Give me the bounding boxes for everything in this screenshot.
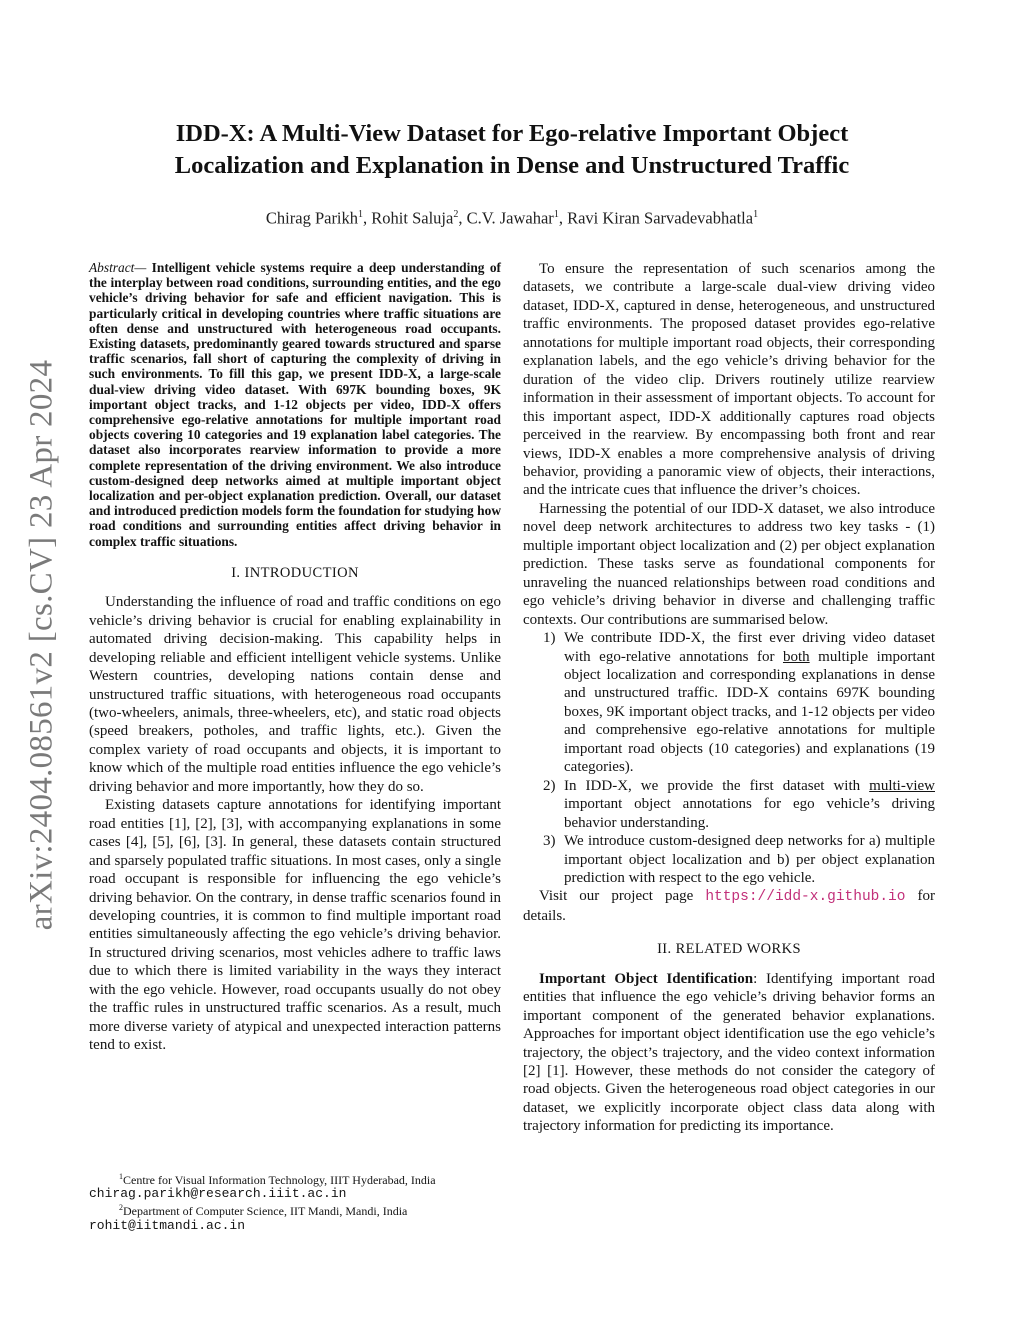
author-name: Rohit Saluja: [371, 208, 454, 228]
author-affiliation: 1: [553, 209, 559, 220]
body-paragraph: To ensure the representation of such scenarios among the datasets, we contribute a large-scale dual-view driving video dataset, IDD-X, captured in dense, heterogeneous, and unstructured traffic environments. The proposed dataset provides ego-relative annotations for multiple important road objects, their corresponding explanation labels, and the ego vehicle’s driving behavior for the duration of the video clip. Drivers routinely utilize rearview information in their assessment of important objects. To account for this important aspect, IDD-X additionally captures road objects perceived in the rearview. By encompassing both front and rear views, IDD-X enables a more comprehensive analysis of driving behavior, providing a panoramic view of objects, their interactions, and the intricate cues that influence the driver’s choices.: [523, 261, 935, 499]
author-affiliation: 1: [753, 209, 759, 220]
section-heading-related-works: II. RELATED WORKS: [657, 941, 801, 958]
subsection-title: Important Object Identification: [539, 970, 754, 987]
footnote-email-2: rohit@iitmandi.ac.in: [89, 1217, 246, 1233]
right-column: [523, 260, 935, 1136]
footnote-email-1: chirag.parikh@research.iiit.ac.in: [89, 1186, 347, 1202]
paper-title: [90, 118, 934, 182]
abstract: Abstract— Intelligent vehicle systems require a deep understanding of the interplay between road conditions, surrounding entities, and the ego vehicle’s driving behavior for safe and efficient navigation. This is particularly critical in developing countries where traffic situations are often dense and unstructured with heterogeneous road occupants. Existing datasets, predominantly geared towards structured and sparse traffic scenarios, fall short of capturing the complexity of driving in such environments. To fill this gap, we present IDD-X, a large-scale dual-view driving video dataset. With 697K bounding boxes, 9K important object tracks, and 1-12 objects per video, IDD-X offers comprehensive ego-relative annotations for multiple important road objects covering 10 categories and 19 explanation label categories. The dataset also incorporates rearview information to provide a more complete representation of the driving environment. We also introduce custom-designed deep networks aimed at multiple important object localization and per-object explanation prediction. Overall, our dataset and introduced prediction models form the foundation for studying how road conditions and surrounding entities affect driving behavior in complex traffic situations.: [89, 260, 501, 549]
intro-paragraph: Existing datasets capture annotations for identifying important road entities [1], [2], [3], with accompanying explanations in some cases [4], [5], [6], [3]. In general, these datasets contain structured and sparsely populated traffic situations. In most cases, only a single road occupant is responsible for influencing the ego vehicle’s driving behavior. On the contrary, in dense traffic scenarios found in developing countries, it is common to find multiple important road entities simultaneously affecting the ego vehicle’s driving behavior. In structured driving scenarios, most vehicles adhere to traffic laws due to which there is limited variability in the ways they interact with the ego vehicle. However, road occupants usually do not obey the traffic rules in unstructured traffic scenarios. As a result, much more diverse variety of atypical and unexpected interaction patterns tend to exist.: [89, 797, 501, 1054]
left-column: [89, 260, 501, 1055]
arxiv-side-stamp: [22, 350, 62, 940]
arxiv-identifier: arXiv:2404.08561v2 [cs.CV] 23 Apr 2024: [23, 359, 60, 931]
abstract-label: Abstract: [89, 260, 135, 275]
intro-paragraph: Understanding the influence of road and traffic conditions on ego vehicle’s driving behavior is crucial for enabling explainability in automated driving decision-making. This capability helps in developing reliable and efficient intelligent vehicle systems. Unlike Western countries, developing nations contain dense and unstructured traffic situations, with heterogeneous road occupants (two-wheelers, animals, three-wheelers, etc), and static road objects (speed breakers, potholes, and traffic lights, etc.). Given the complex variety of road occupants and objects, it is important to know which of the multiple road entities influence the ego vehicle’s driving behavior and more importantly, how they do so.: [89, 594, 501, 795]
title-line-1: IDD-X: A Multi-View Dataset for Ego-relative Important Object: [175, 120, 849, 147]
contributions-list: [523, 629, 935, 887]
author-name: Ravi Kiran Sarvadevabhatla: [567, 208, 754, 228]
body-paragraph: Harnessing the potential of our IDD-X dataset, we also introduce novel deep network architectures to address two key tasks - (1) multiple important object localization and (2) per object explanation prediction. These tasks serve as foundational components for unraveling the nuanced relationships between road conditions and ego vehicle’s driving behavior in diverse and challenging traffic contexts. Our contributions are summarised below.: [523, 500, 935, 628]
footnote-affiliation-2: $^2$Department of Computer Science, IIT Mandi, Mandi, India: [119, 1203, 408, 1219]
author-affiliation: 1: [358, 209, 364, 220]
project-page-link[interactable]: https://idd-x.github.io: [705, 889, 906, 906]
author-name: Chirag Parikh: [265, 208, 359, 228]
author-list: Chirag Parikh$^1$, Rohit Saluja$^2$, C.V. Jawahar$^1$, Ravi Kiran Sarvadevabhatla$^1$: [265, 208, 759, 228]
contribution-item: 1) We contribute IDD-X, the first ever driving video dataset with ego-relative annotations for both multiple important object localization and corresponding explanations in dense and unstructured traffic. IDD-X contains 697K bounding boxes, 9K important object tracks, and 1-12 objects per video and comprehensive ego-relative annotations for multiple important road objects (10 categories) and explanations (19 categories).: [543, 630, 935, 776]
footnote-text: Centre for Visual Information Technology, IIIT Hyderabad, India: [123, 1173, 436, 1187]
title-line-2: Localization and Explanation in Dense and Unstructured Traffic: [174, 152, 850, 179]
footnote-text: Department of Computer Science, IIT Mandi, Mandi, India: [123, 1204, 408, 1219]
contribution-item: 2) In IDD-X, we provide the first dataset with multi-view important object annotations for ego vehicle’s driving behavior understanding.: [543, 777, 935, 831]
author-affiliation: 2: [453, 209, 459, 220]
related-works-paragraph: Important Object Identification: Identifying important road entities that influence the ego vehicle’s driving behavior forms an important component of the generated behavior explanations. Approaches for important object identification use the ego vehicle’s trajectory, the object’s trajectory, and the video context information [2] [1]. However, these methods do not consider the category of road objects. Given the heterogeneous road object categories in our dataset, we explicitly incorporate object class data along with trajectory information for predicting its importance.: [523, 970, 935, 1135]
footnote-affiliation-1: $^1$Centre for Visual Information Technology, IIIT Hyderabad, India: [119, 1172, 436, 1187]
project-page-note: Visit our project page https://idd-x.github.io for details.: [523, 888, 935, 924]
author-name: C.V. Jawahar: [466, 208, 554, 228]
contribution-item: 3) We introduce custom-designed deep networks for a) multiple important object localization and b) per object explanation prediction with respect to the ego vehicle.: [543, 833, 935, 886]
footnotes: [89, 1170, 501, 1233]
abstract-text: Intelligent vehicle systems require a deep understanding of the interplay between road conditions, surrounding entities, and the ego vehicle’s driving behavior for safe and efficient navigation. This is particularly critical in developing countries where traffic situations are often dense and unstructured with heterogeneous road occupants. Existing datasets, predominantly geared towards structured and sparse traffic scenarios, fall short of capturing the complexity of driving in such environments. To fill this gap, we present IDD-X, a large-scale dual-view driving video dataset. With 697K bounding boxes, 9K important object tracks, and 1-12 objects per video, IDD-X offers comprehensive ego-relative annotations for multiple important road objects covering 10 categories and 19 explanation label categories. The dataset also incorporates rearview information to provide a more complete representation of the driving environment. We also introduce custom-designed deep networks aimed at multiple important object localization and per-object explanation prediction. Overall, our dataset and introduced prediction models form the foundation for studying how road conditions and surrounding entities affect driving behavior in complex traffic situations.: [89, 260, 501, 549]
section-heading-introduction: I. INTRODUCTION: [231, 564, 359, 581]
